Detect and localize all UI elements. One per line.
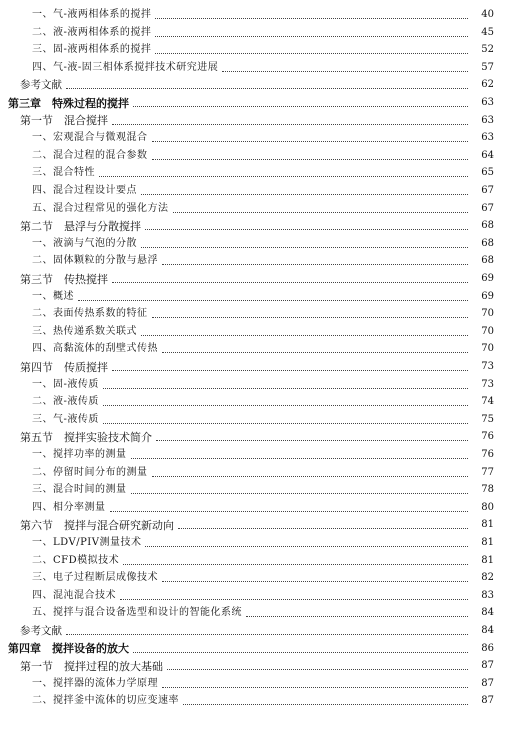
toc-entry-page-number: 73	[481, 361, 494, 372]
toc-entry-page-number: 73	[481, 378, 494, 390]
toc-entry-page-number: 63	[481, 132, 494, 144]
toc-entry-item	[0, 147, 506, 165]
toc-entry-title: 第三章 特殊过程的搅拌	[8, 96, 129, 110]
toc-entry-page-number: 68	[481, 237, 494, 249]
dot-leader	[120, 598, 468, 600]
toc-entry-item	[0, 323, 506, 341]
toc-entry-item	[0, 252, 506, 270]
toc-entry-title: 第三节 传热搅拌	[20, 272, 108, 286]
toc-entry-title: 第四节 传质搅拌	[20, 360, 108, 374]
toc-entry-item	[0, 59, 506, 77]
toc-entry-title: 二、停留时间分布的测量	[32, 466, 148, 478]
toc-entry-title: 一、LDV/PIV测量技术	[32, 537, 142, 548]
toc-entry-page-number: 84	[481, 607, 494, 619]
toc-entry-title: 三、气-液传质	[32, 413, 99, 425]
toc-entry-page-number: 68	[481, 220, 494, 232]
toc-entry-item	[0, 182, 506, 200]
toc-entry-item	[0, 411, 506, 429]
toc-entry-page-number: 86	[481, 642, 494, 654]
toc-entry-title: 第一节 混合搅拌	[20, 114, 108, 128]
toc-entry-item	[0, 164, 506, 182]
toc-entry-title: 五、搅拌与混合设备选型和设计的智能化系统	[32, 607, 242, 619]
toc-entry-page-number: 80	[481, 501, 494, 513]
toc-entry-title: 五、混合过程常见的强化方法	[32, 202, 169, 214]
toc-entry-section	[0, 428, 506, 446]
dot-leader	[112, 281, 468, 283]
toc-entry-item	[0, 552, 506, 570]
dot-leader	[145, 228, 468, 230]
toc-entry-title: 一、搅拌器的流体力学原理	[32, 677, 158, 689]
toc-entry-item	[0, 41, 506, 59]
dot-leader	[66, 633, 468, 635]
toc-entry-page-number: 87	[481, 695, 494, 707]
toc-entry-page-number: 84	[481, 625, 494, 636]
toc-entry-title: 二、CFD模拟技术	[32, 554, 120, 566]
toc-entry-title: 三、固-液两相体系的搅拌	[32, 44, 152, 56]
dot-leader	[141, 193, 468, 195]
toc-entry-page-number: 74	[481, 396, 494, 408]
toc-entry-section	[0, 358, 506, 376]
dot-leader	[103, 422, 468, 424]
toc-entry-item	[0, 534, 506, 552]
dot-leader	[167, 668, 468, 670]
toc-entry-page-number: 70	[481, 343, 494, 355]
toc-entry-section	[0, 516, 506, 534]
toc-entry-item	[0, 675, 506, 693]
toc-entry-page-number: 70	[481, 325, 494, 337]
dot-leader	[162, 351, 468, 353]
toc-entry-title: 三、混合时间的测量	[32, 484, 127, 496]
toc-entry-page-number: 87	[481, 660, 494, 672]
toc-entry-page-number: 67	[481, 185, 494, 196]
toc-entry-section	[0, 657, 506, 675]
toc-entry-page-number: 70	[481, 308, 494, 320]
toc-entry-page-number: 83	[481, 589, 494, 601]
toc-entry-title: 参考文献	[20, 624, 62, 637]
toc-entry-page-number: 65	[481, 167, 494, 179]
toc-entry-page-number: 68	[481, 255, 494, 267]
dot-leader	[222, 70, 468, 72]
toc-entry-title: 一、固-液传质	[32, 378, 99, 390]
toc-entry-page-number: 69	[481, 273, 494, 284]
toc-entry-title: 四、混合过程设计要点	[32, 185, 137, 196]
toc-entry-title: 第六节 搅拌与混合研究新动向	[20, 518, 174, 532]
dot-leader	[112, 369, 468, 371]
toc-entry-item	[0, 235, 506, 253]
dot-leader	[66, 87, 468, 89]
toc-entry-title: 一、概述	[32, 290, 74, 302]
toc-entry-title: 二、搅拌釜中流体的切应变速率	[32, 695, 179, 707]
dot-leader	[152, 140, 469, 142]
dot-leader	[246, 615, 468, 617]
toc-entry-item	[0, 569, 506, 587]
dot-leader	[112, 123, 468, 125]
toc-entry-title: 一、搅拌功率的测量	[32, 449, 127, 460]
toc-entry-page-number: 64	[481, 149, 494, 161]
toc-entry-item	[0, 129, 506, 147]
toc-entry-item	[0, 376, 506, 394]
toc-entry-title: 四、高黏流体的刮壁式传热	[32, 343, 158, 355]
dot-leader	[141, 246, 468, 248]
toc-entry-page-number: 81	[481, 554, 494, 566]
toc-entry-title: 四、相分率测量	[32, 501, 106, 513]
toc-entry-title: 二、固体颗粒的分散与悬浮	[32, 255, 158, 267]
toc-entry-ref	[0, 76, 506, 94]
toc-entry-title: 三、混合特性	[32, 167, 95, 179]
toc-entry-item	[0, 393, 506, 411]
dot-leader	[162, 580, 468, 582]
dot-leader	[162, 263, 468, 265]
toc-entry-page-number: 62	[481, 79, 494, 91]
toc-entry-page-number: 75	[481, 413, 494, 425]
toc-entry-item	[0, 499, 506, 517]
toc-entry-page-number: 78	[481, 484, 494, 496]
dot-leader	[145, 545, 468, 547]
toc-entry-page-number: 77	[481, 466, 494, 478]
toc-entry-title: 二、液-液传质	[32, 396, 99, 408]
toc-entry-item	[0, 604, 506, 622]
dot-leader	[99, 175, 468, 177]
toc-entry-page-number: 57	[481, 61, 494, 73]
toc-entry-title: 第一节 搅拌过程的放大基础	[20, 659, 163, 673]
dot-leader	[131, 457, 469, 459]
dot-leader	[155, 52, 468, 54]
toc-entry-item	[0, 200, 506, 218]
toc-entry-title: 四、混沌混合技术	[32, 589, 116, 601]
toc-entry-page-number: 69	[481, 290, 494, 302]
dot-leader	[173, 211, 469, 213]
dot-leader	[131, 492, 469, 494]
toc-entry-title: 第四章 搅拌设备的放大	[8, 642, 129, 656]
toc-entry-item	[0, 587, 506, 605]
toc-entry-item	[0, 340, 506, 358]
dot-leader	[103, 404, 468, 406]
toc-entry-title: 二、混合过程的混合参数	[32, 149, 148, 161]
toc-entry-item	[0, 481, 506, 499]
dot-leader	[152, 475, 469, 477]
toc-entry-title: 一、气-液两相体系的搅拌	[32, 9, 152, 20]
dot-leader	[78, 299, 468, 301]
toc-entry-item	[0, 446, 506, 464]
toc-entry-item	[0, 305, 506, 323]
toc-entry-title: 参考文献	[20, 79, 62, 92]
toc-entry-item	[0, 6, 506, 24]
dot-leader	[152, 316, 469, 318]
toc-entry-page-number: 67	[481, 202, 494, 214]
toc-entry-title: 一、液滴与气泡的分散	[32, 237, 137, 249]
toc-entry-ref	[0, 622, 506, 640]
dot-leader	[156, 439, 468, 441]
toc-entry-page-number: 81	[481, 519, 494, 531]
dot-leader	[155, 35, 468, 37]
dot-leader	[155, 17, 468, 19]
toc-entry-page-number: 87	[481, 677, 494, 689]
toc-entry-page-number: 63	[481, 97, 494, 108]
toc-entry-page-number: 76	[481, 449, 494, 460]
toc-entry-item	[0, 464, 506, 482]
toc-entry-title: 一、宏观混合与微观混合	[32, 132, 148, 144]
dot-leader	[162, 686, 468, 688]
toc-entry-title: 第二节 悬浮与分散搅拌	[20, 219, 141, 233]
toc-entry-title: 三、电子过程断层成像技术	[32, 572, 158, 584]
dot-leader	[133, 651, 468, 653]
toc-entry-page-number: 63	[481, 114, 494, 126]
toc-entry-item	[0, 24, 506, 42]
toc-entry-item	[0, 288, 506, 306]
toc-entry-title: 第五节 搅拌实验技术简介	[20, 430, 152, 444]
toc-entry-page-number: 82	[481, 572, 494, 584]
toc-entry-section	[0, 112, 506, 130]
dot-leader	[110, 510, 469, 512]
toc-entry-section	[0, 217, 506, 235]
toc-entry-chapter	[0, 94, 506, 112]
dot-leader	[141, 334, 468, 336]
toc-entry-chapter	[0, 640, 506, 658]
dot-leader	[103, 387, 468, 389]
dot-leader	[183, 703, 468, 705]
toc-entry-page-number: 76	[481, 431, 494, 443]
toc-entry-title: 二、表面传热系数的特征	[32, 308, 148, 320]
toc-entry-title: 四、气-液-固三相体系搅拌技术研究进展	[32, 61, 219, 73]
toc-entry-page-number: 40	[481, 9, 494, 20]
dot-leader	[152, 158, 469, 160]
dot-leader	[178, 527, 468, 529]
toc-entry-item	[0, 692, 506, 710]
toc-entry-page-number: 81	[481, 537, 494, 548]
dot-leader	[123, 563, 468, 565]
toc-entry-page-number: 52	[481, 44, 494, 56]
toc-entry-page-number: 45	[481, 26, 494, 38]
toc-entry-title: 二、液-液两相体系的搅拌	[32, 26, 152, 38]
dot-leader	[133, 105, 468, 107]
toc-entry-title: 三、热传递系数关联式	[32, 325, 137, 337]
toc-entry-section	[0, 270, 506, 288]
